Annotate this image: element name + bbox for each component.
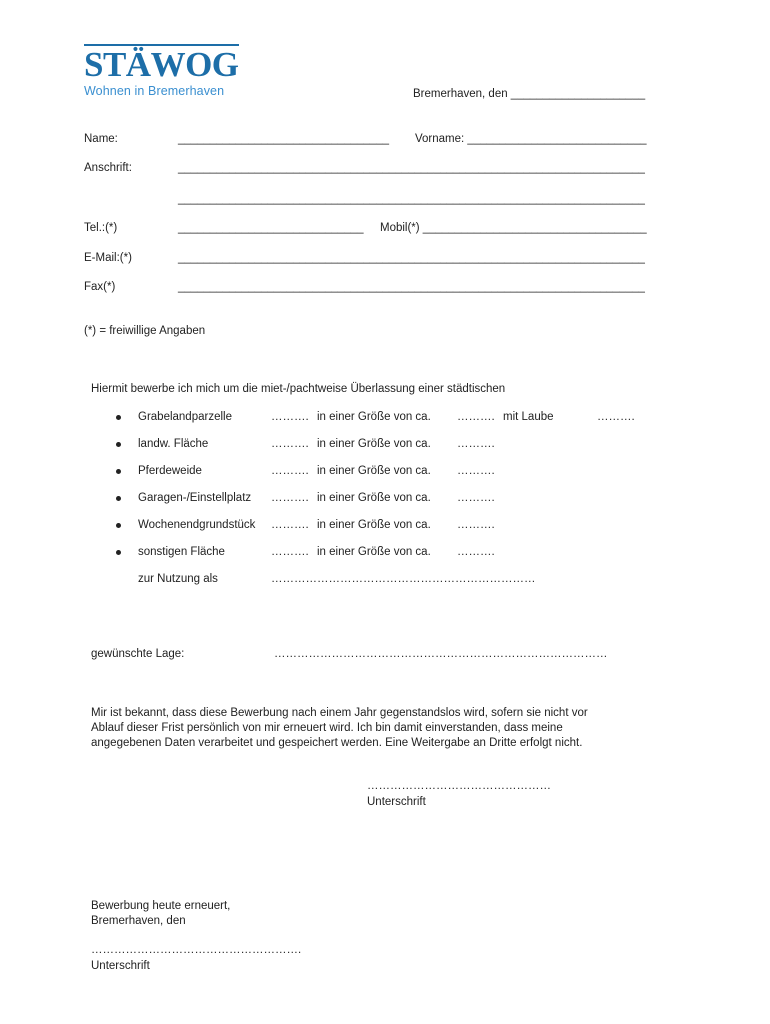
item-size-text: in einer Größe von ca.	[317, 492, 431, 504]
item-label: sonstigen Fläche	[138, 546, 225, 558]
item-size-dots: ……….	[457, 492, 495, 504]
logo-tagline: Wohnen in Bremerhaven	[84, 84, 225, 98]
anschrift-label: Anschrift:	[84, 162, 132, 174]
item-size-text: in einer Größe von ca.	[317, 411, 431, 423]
mobil-field: Mobil(*) ___________________________________	[380, 222, 647, 234]
anschrift-field-line-2: _________________________________________________________________________	[178, 193, 645, 205]
staewog-logo	[84, 44, 244, 98]
logo-brand: STÄWOG	[84, 45, 239, 84]
item-dots: ……….	[271, 519, 309, 531]
email-field-line: _________________________________________________________________________	[178, 252, 645, 264]
item-label: Wochenendgrundstück	[138, 519, 256, 531]
laube-dots: ……….	[597, 411, 635, 423]
item-label: Grabelandparzelle	[138, 411, 232, 423]
item-dots: ……….	[271, 492, 309, 504]
place-date-field: Bremerhaven, den _____________________	[413, 88, 646, 100]
item-size-dots: ……….	[457, 519, 495, 531]
vorname-field: Vorname: ____________________________	[415, 133, 647, 145]
item-size-dots: ……….	[457, 438, 495, 450]
application-intro: Hiermit bewerbe ich mich um die miet-/pachtweise Überlassung einer städtischen	[91, 383, 506, 395]
renewal-signature-dots: ……………………………………………….	[91, 944, 302, 956]
fax-label: Fax(*)	[84, 281, 116, 293]
item-label: Garagen-/Einstellplatz	[138, 492, 252, 504]
bullet-icon	[116, 415, 121, 420]
statement-line: Mir ist bekannt, dass diese Bewerbung nach einem Jahr gegenstandslos wird, sofern sie nicht vor	[91, 707, 588, 719]
item-size-text: in einer Größe von ca.	[317, 438, 431, 450]
bullet-icon	[116, 469, 121, 474]
usage-dots: ……………………………………………………………	[271, 573, 536, 585]
renewal-signature-label: Unterschrift	[91, 960, 150, 972]
signature-dots: …………………………………………	[367, 780, 551, 792]
signature-label: Unterschrift	[367, 796, 426, 808]
renewal-place: Bremerhaven, den	[91, 915, 186, 927]
item-size-text: in einer Größe von ca.	[317, 519, 431, 531]
bullet-icon	[116, 442, 121, 447]
statement-line: Ablauf dieser Frist persönlich von mir erneuert wird. Ich bin damit einverstanden, dass meine	[91, 722, 563, 734]
item-dots: ……….	[271, 438, 309, 450]
bullet-icon	[116, 523, 121, 528]
laube-label: mit Laube	[503, 411, 554, 423]
location-dots: ……………………………………………………………………………	[274, 648, 608, 660]
tel-field-line: _____________________________	[178, 222, 364, 234]
tel-label: Tel.:(*)	[84, 222, 118, 234]
item-size-dots: ……….	[457, 546, 495, 558]
bullet-icon	[116, 550, 121, 555]
optional-note: (*) = freiwillige Angaben	[84, 325, 206, 337]
name-label: Name:	[84, 133, 118, 145]
item-label: landw. Fläche	[138, 438, 209, 450]
renewal-line: Bewerbung heute erneuert,	[91, 900, 231, 912]
item-size-text: in einer Größe von ca.	[317, 465, 431, 477]
bullet-icon	[116, 496, 121, 501]
anschrift-field-line-1: _________________________________________________________________________	[178, 162, 645, 174]
item-size-dots: ……….	[457, 465, 495, 477]
location-label: gewünschte Lage:	[91, 648, 185, 660]
statement-line: angegebenen Daten verarbeitet und gespeichert werden. Eine Weitergabe an Dritte erfolgt nicht.	[91, 737, 583, 749]
email-label: E-Mail:(*)	[84, 252, 132, 264]
item-dots: ……….	[271, 465, 309, 477]
item-dots: ……….	[271, 546, 309, 558]
item-size-dots: ……….	[457, 411, 495, 423]
item-label: Pferdeweide	[138, 465, 202, 477]
item-size-text: in einer Größe von ca.	[317, 546, 431, 558]
name-field-line: _________________________________	[178, 133, 390, 145]
usage-label: zur Nutzung als	[138, 573, 218, 585]
fax-field-line: _________________________________________________________________________	[178, 281, 645, 293]
item-dots: ……….	[271, 411, 309, 423]
